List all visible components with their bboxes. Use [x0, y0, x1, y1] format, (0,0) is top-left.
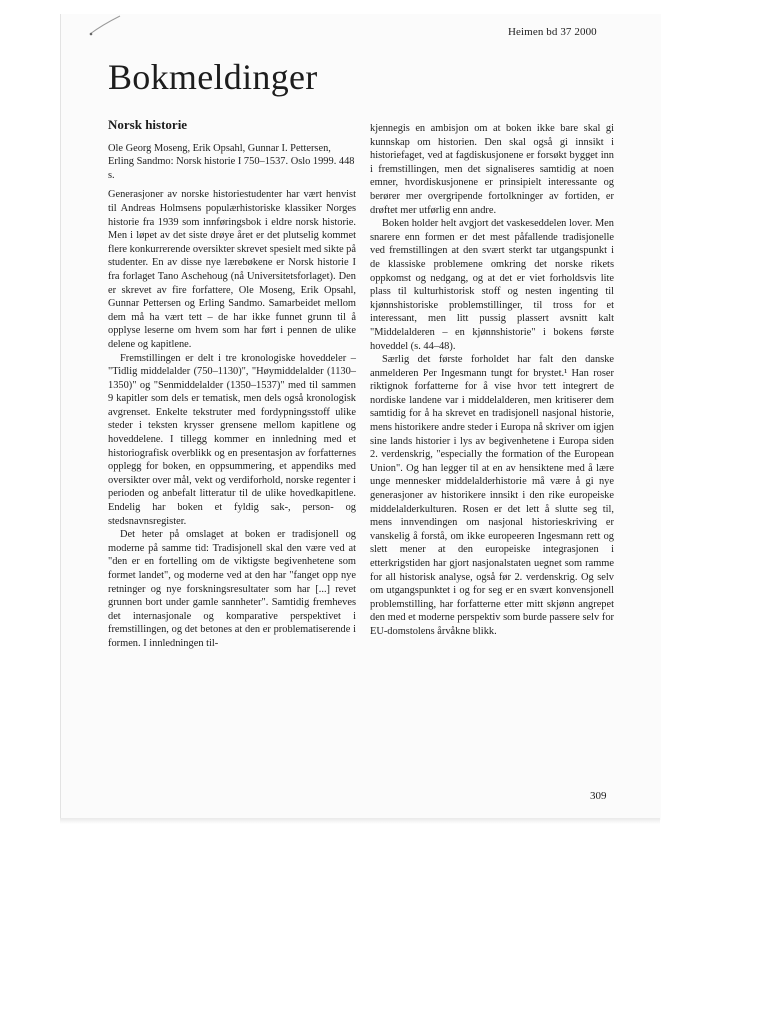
paragraph: Det heter på omslaget at boken er tradisjonell og moderne på samme tid: Tradisjonell skal den være ved at "den er en fortelling om de viktigste begivenhetene som formet landet", og moderne ved at den har "fanget opp nye retninger og nye forskningsresultater som har [...] revet grunnen bort under gamle sannheter". Samtidig fremheves det internasjonale og komparative perspektivet i fremstillingen, og det betones at den er problematiserende i formen. I innledningen til- [108, 529, 356, 649]
journal-header: Heimen bd 37 2000 [508, 26, 597, 38]
pen-mark-icon [88, 14, 122, 38]
paragraph: Generasjoner av norske historiestudenter har vært henvist til Andreas Holmsens populærhistoriske klassiker Norges historie fra 1939 som innføringsbok i eldre norsk historie. Men i løpet av det siste drøye året er det plutselig kommet flere konkurrerende oversikter skrevet spesielt med sikte på studenter. En av disse nye lærebøkene er Norsk historie I fra forlaget Tano Aschehoug (nå Universitetsforlaget). Den er skrevet av fire forfattere, Ole Moseng, Erik Opsahl, Gunnar Pettersen og Erling Sandmo. Samarbeidet mellom dem må ha vært tett – de har ikke funnet grunn til å opplyse leserne om hvem som har ført i pennen de ulike delene og kapitlene. [108, 189, 356, 350]
page-number: 309 [590, 790, 607, 802]
paragraph: kjennegis en ambisjon om at boken ikke bare skal gi kunnskap om historien. Den skal også gi innsikt i historiefaget, ved at fagdiskusjonene er forsøkt bygget inn i fremstillingen, men det signaliseres samtidig at noen emner, hvordiskusjonene er prinsipielt interessante og berører mer overgripende fortolkninger av fortiden, er drøftet mer utførlig enn andre. [370, 123, 614, 216]
paragraph: Boken holder helt avgjort det vaskeseddelen lover. Men snarere enn formen er det mest påfallende tradisjonelle ved fremstillingen at den svært sterkt tar utgangspunkt i de klassiske problemene omkring det norske rikets oppkomst og nedgang, og at det er viet forholdsvis lite plass til kulturhistorisk stoff og nesten ingenting til kjønnshistoriske problemstillinger, til tross for et interessant, men litt pussig plassert avsnitt kalt "Middelalderen – en kjønnshistorie" i bokens første hoveddel (s. 44–48). [370, 218, 614, 352]
page-title: Bokmeldinger [108, 57, 318, 97]
right-column [370, 122, 614, 639]
section-heading: Norsk historie [108, 117, 188, 132]
paragraph: Særlig det første forholdet har falt den danske anmelderen Per Ingesmann tungt for brystet.¹ Han roser riktignok forfatterne for å vise hvor tett integrert de nordiske landene var i middelalderen, men kritiserer dem samtidig for å ha skrevet en tradisjonell nasjonal historie, mens historikere andre steder i Europa nå skriver om igjen sine lands historier i lys av begivenhetene i Europa siden 2. verdenskrig, "especially the formation of the European Union". Og han legger til at en av hensiktene med å lære unge mennesker middelalderhistorie må være å gi nye generasjoner av historikere innsikt i den rike europeiske middelalderkulturen. Rosen er det lett å slutte seg til, mens innvendingen om nasjonal historieskriving er vanskelig å forstå, om ikke europeeren Ingesmann rett og slett mener at den europeiske integrasjonen i etterkrigstiden har gjort nasjonalstaten uegnet som ramme for all historisk analyse, også før 2. verdenskrig. Og selv om utgangspunktet i og for seg er en svært konvensjonell problemstilling, har forfatterne etter mitt skjønn angrepet den med et moderne perspektiv som burde passere selv for EU-domstolens årvåkne blikk. [370, 354, 614, 637]
paragraph: Fremstillingen er delt i tre kronologiske hoveddeler – "Tidlig middelalder (750–1130)", "Høymiddelalder (1130–1350)" og "Senmiddelalder (1350–1537)" med til sammen 9 kapitler som dels er tematisk, men dels også kronologisk avgrenset. Enkelte tekstruter med fordypningsstoff ulike steder i teksten krysser grensene mellom kapitlene og hoveddelene. I tillegg kommer en innledning med et historiografisk overblikk og en presentasjon av forfatternes opplegg for boken, en oppsummering, et appendiks med oversikter over mål, vekt og verdiforhold, norske regenter i perioden og anbefalt litteratur til de ulike hovedkapitlene. Endelig har boken et fyldig sak-, person- og stedsnavnsregister. [108, 352, 356, 527]
page-shadow [60, 818, 660, 824]
book-citation: Ole Georg Moseng, Erik Opsahl, Gunnar I. Pettersen, Erling Sandmo: Norsk historie I 750–1537. Oslo 1999. 448 s. [108, 142, 355, 181]
left-column [108, 118, 356, 651]
